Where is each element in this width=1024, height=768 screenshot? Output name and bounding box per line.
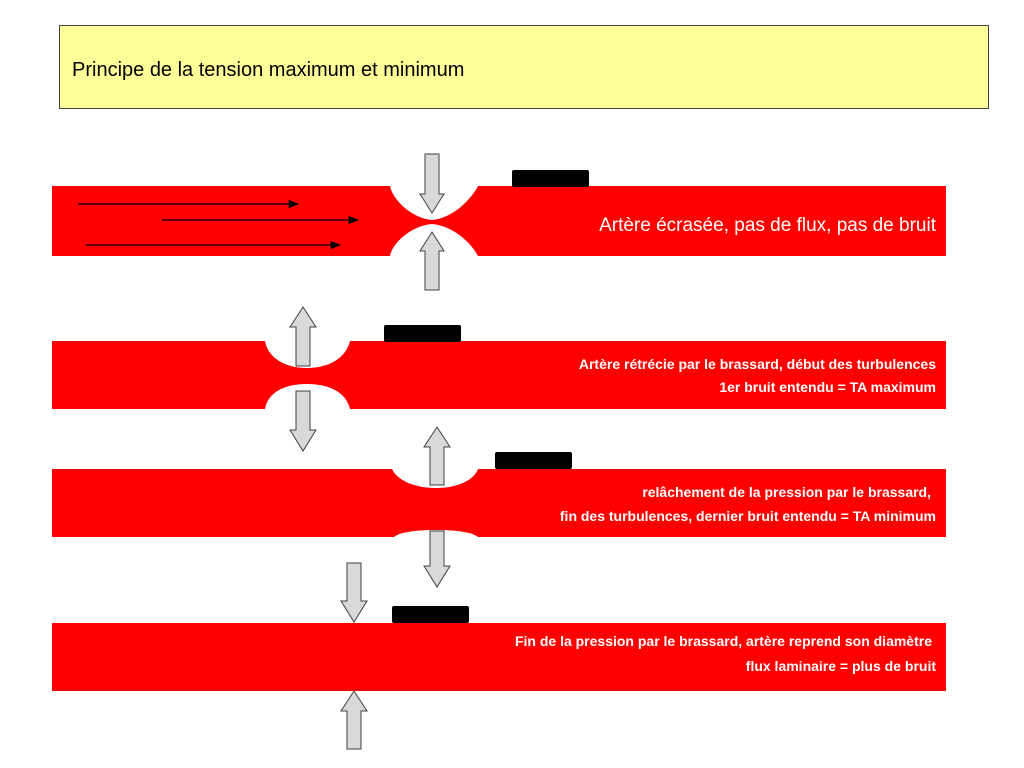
stage-3 xyxy=(52,427,946,587)
up-arrow xyxy=(290,307,316,366)
stage-1 xyxy=(52,154,946,290)
stage-4 xyxy=(52,563,946,749)
stage-4-label-line-1: Fin de la pression par le brassard, artère reprend son diamètre xyxy=(514,633,932,649)
stage-3-label-line-1: relâchement de la pression par le brassard, xyxy=(642,484,931,500)
stage-2 xyxy=(52,307,946,451)
up-arrow xyxy=(424,427,450,485)
down-arrow xyxy=(424,531,450,587)
down-arrow xyxy=(341,563,367,622)
cuff-bar xyxy=(495,452,572,469)
down-arrow xyxy=(290,391,316,451)
up-arrow xyxy=(341,691,367,749)
artery-narrowed xyxy=(52,341,946,409)
cuff-bar xyxy=(512,170,589,187)
up-arrow xyxy=(420,232,444,290)
stage-2-label-line-1: Artère rétrécie par le brassard, début des turbulences xyxy=(578,356,936,372)
down-arrow xyxy=(420,154,444,213)
artery-release xyxy=(52,469,946,537)
stage-4-label-line-2: flux laminaire = plus de bruit xyxy=(745,658,936,674)
cuff-bar xyxy=(392,606,469,623)
page-title: Principe de la tension maximum et minimum xyxy=(72,59,465,81)
cuff-bar xyxy=(384,325,461,342)
stage-1-label: Artère écrasée, pas de flux, pas de bruit xyxy=(599,215,936,236)
stage-3-label-line-2: fin des turbulences, dernier bruit entendu = TA minimum xyxy=(559,508,936,524)
stage-2-label-line-2: 1er bruit entendu = TA maximum xyxy=(719,379,936,395)
